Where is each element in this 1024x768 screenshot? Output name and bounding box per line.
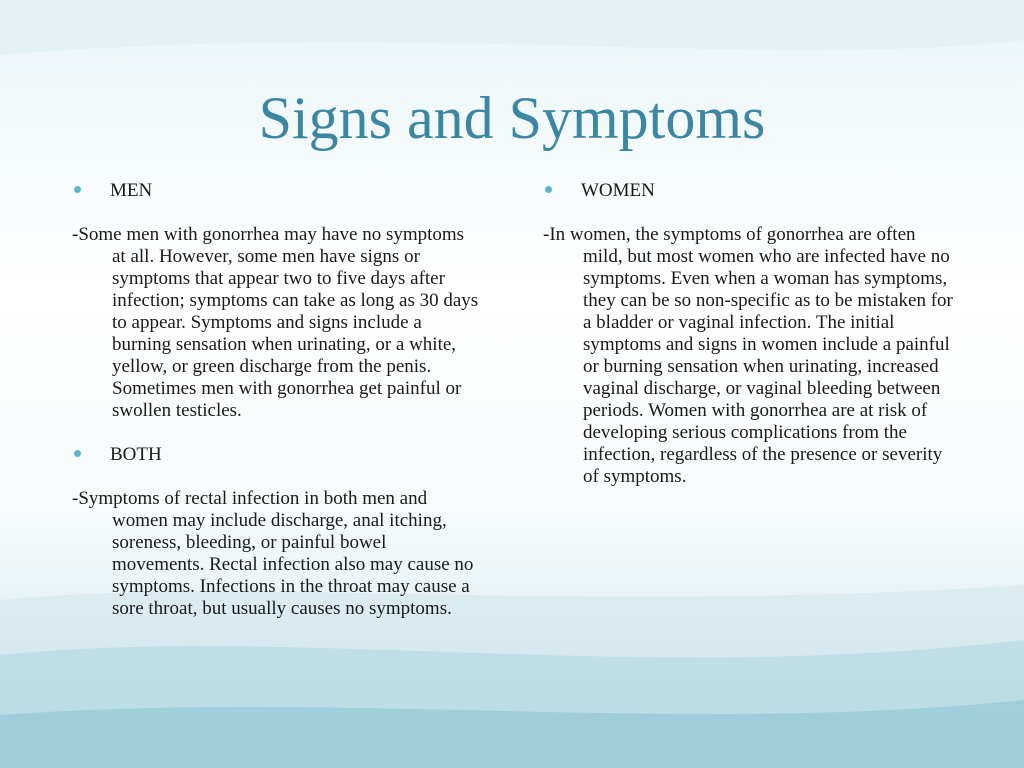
both-heading: BOTH: [110, 444, 162, 465]
men-heading: MEN: [110, 180, 153, 201]
bullet-dot-icon: [74, 186, 81, 193]
both-paragraph: -Symptoms of rectal infection in both men and women may include discharge, anal itching, soreness, bleeding, or painful bowel movements. Rectal infection also may cause no symptoms. Infections in the throat may cause a sore throat, but usually causes no symptoms.: [72, 488, 474, 619]
wave-top-light: [0, 0, 1024, 55]
bullet-dot-icon: [74, 450, 81, 457]
left-column: [72, 180, 482, 642]
bullet-both: [72, 444, 482, 466]
women-paragraph: -In women, the symptoms of gonorrhea are often mild, but most women who are infected have no symptoms. Even when a woman has symptoms, they can be so non-specific as to be mistaken for a bladder or vaginal infection. The initial symptoms and signs in women include a painful or burning sensation when urinating, increased vaginal discharge, or vaginal bleeding between periods. Women with gonorrhea are at risk of developing serious complications from the infection, regardless of the presence or severity of symptoms.: [543, 224, 953, 487]
bullet-dot-icon: [545, 186, 552, 193]
bullet-men: [72, 180, 482, 202]
men-paragraph: -Some men with gonorrhea may have no symptoms at all. However, some men have signs or symptoms that appear two to five days after infection; symptoms can take as long as 30 days to appear. Symptoms and signs include a burning sensation when urinating, or a white, yellow, or green discharge from the penis. Sometimes men with gonorrhea get painful or swollen testicles.: [72, 224, 479, 421]
women-heading: WOMEN: [581, 180, 655, 201]
bullet-women: [543, 180, 955, 202]
slide-title: Signs and Symptoms: [258, 85, 766, 151]
right-column: [543, 180, 955, 510]
